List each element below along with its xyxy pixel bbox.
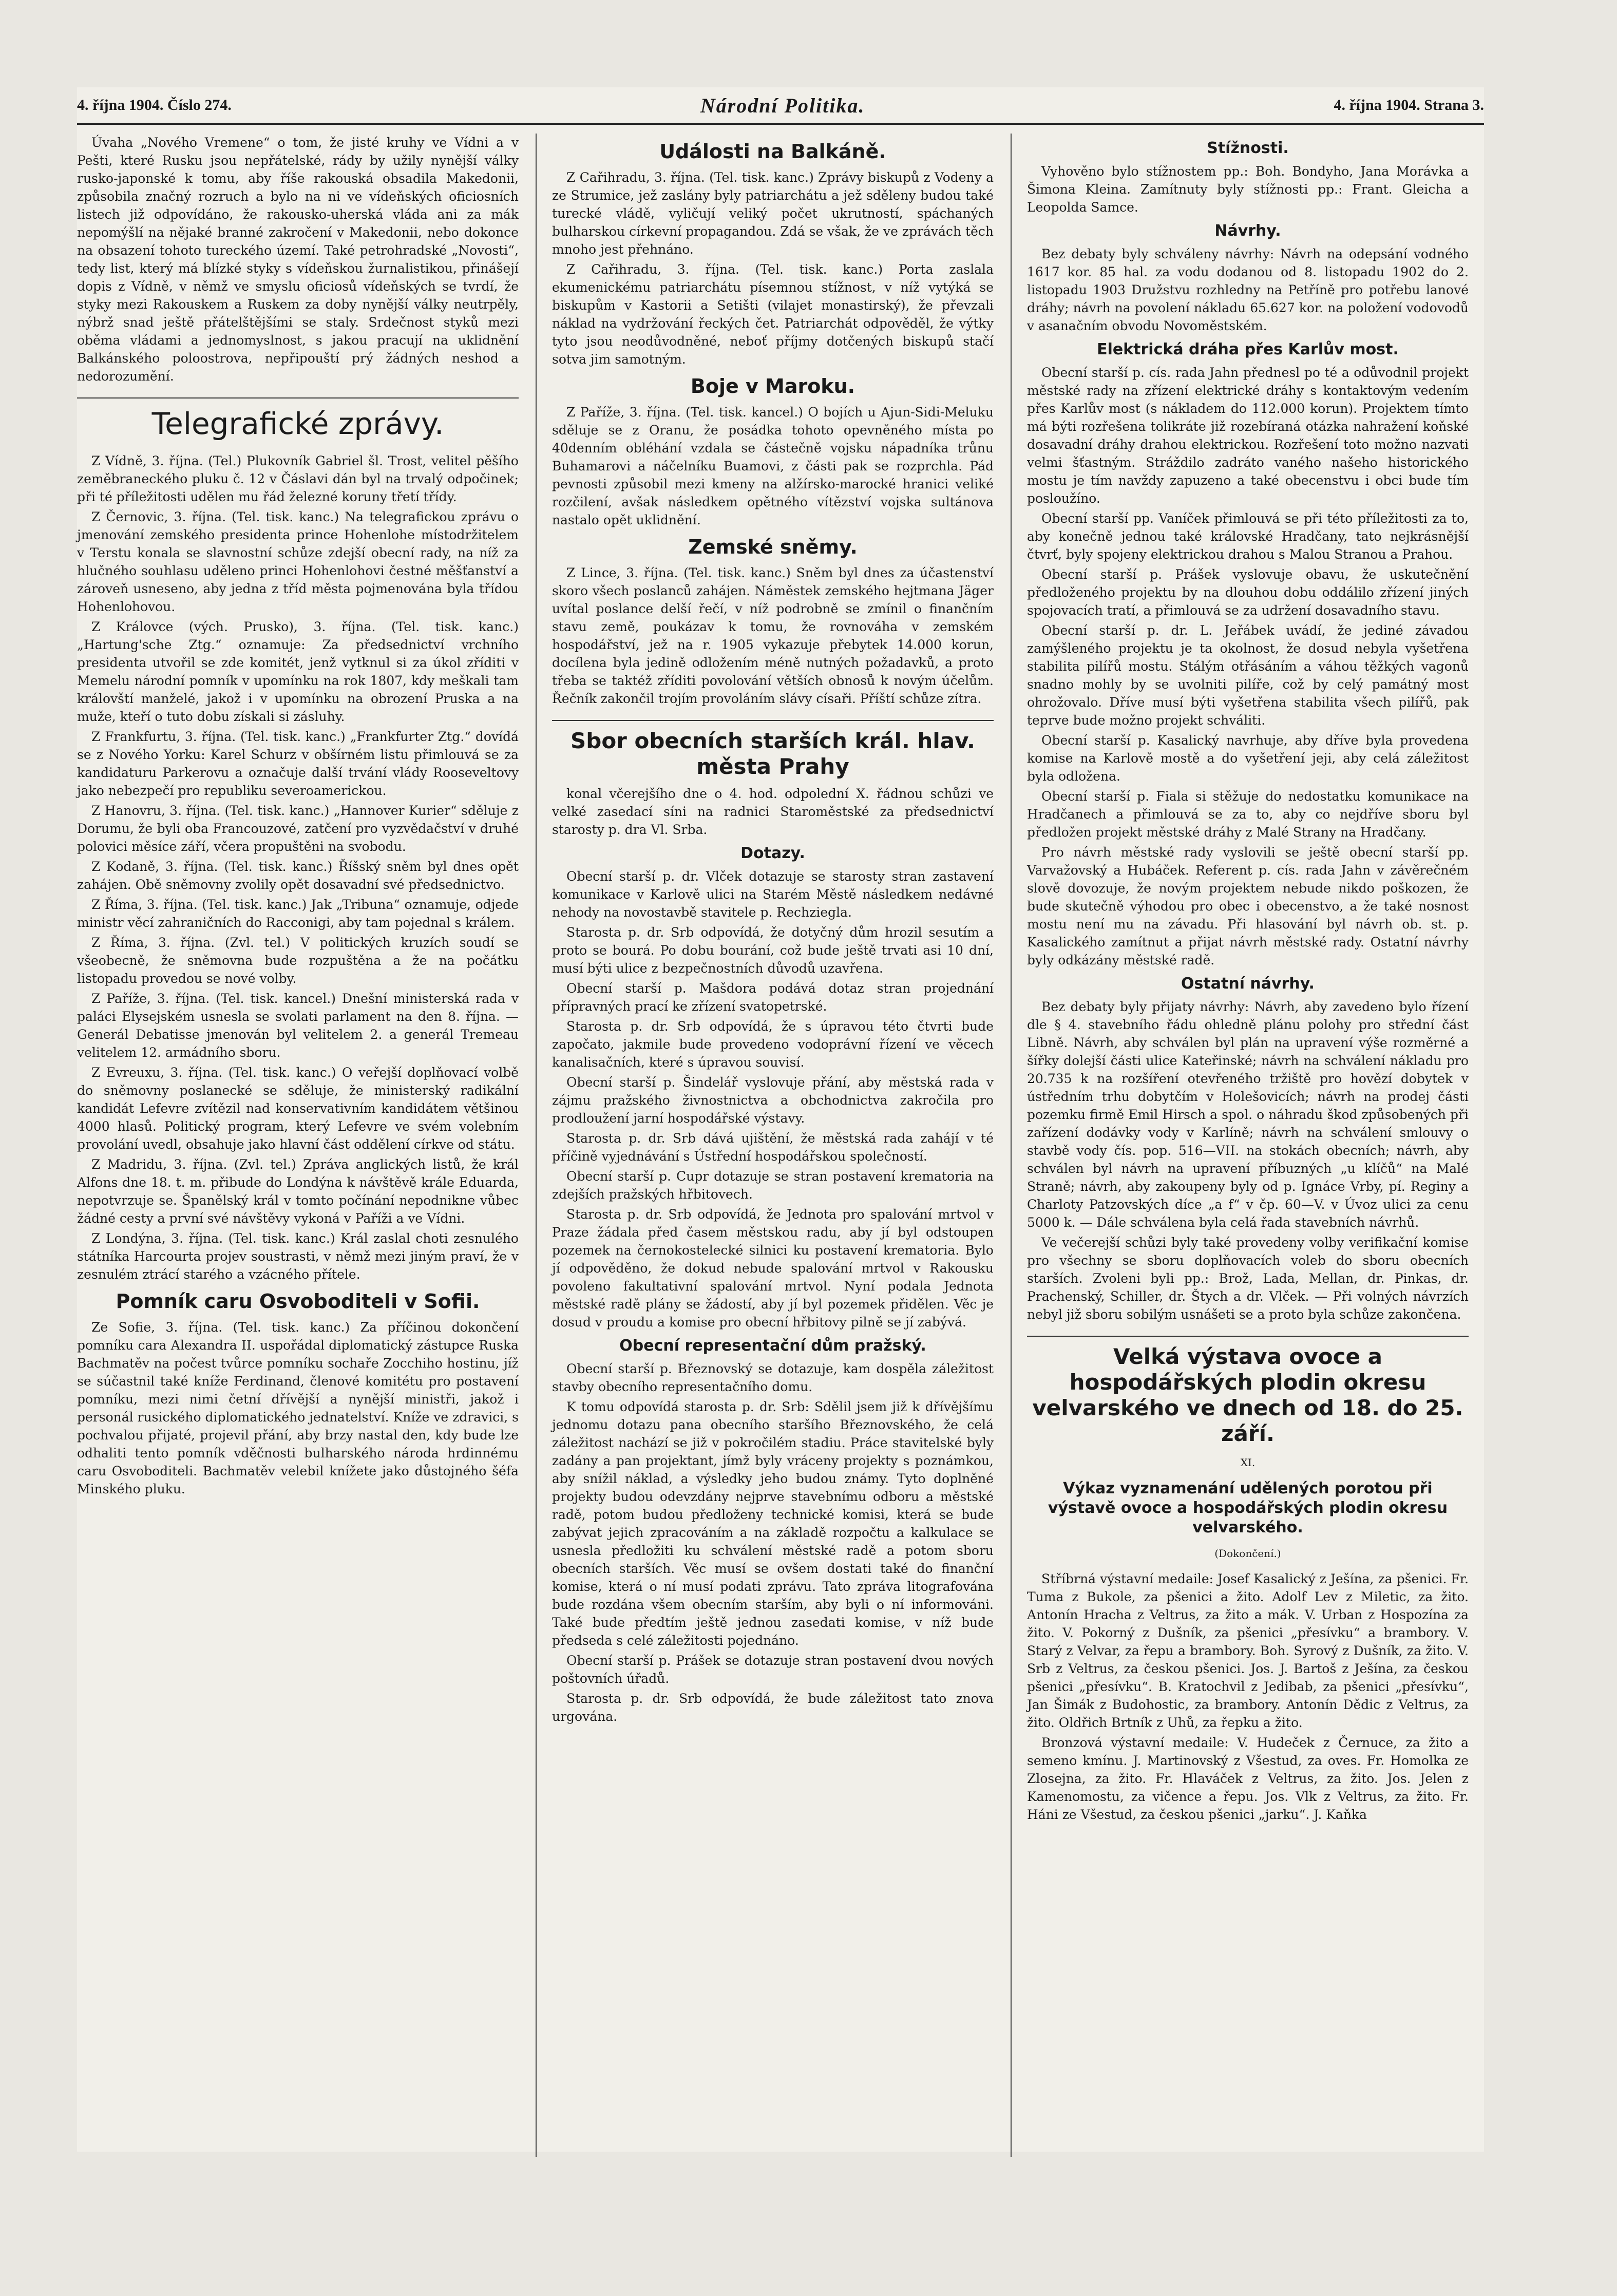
subsection-heading: Elektrická dráha přes Karlův most. <box>1097 340 1399 358</box>
article-paragraph: Z Paříže, 3. října. (Tel. tisk. kancel.) O bojích u Ajun-Sidi-Meluku sděluje se z Oranu, že posádka tohoto opevněného místa po 40denním obléhání vzdala se částečně vojsku nápadníka trůnu Buhamarovi a náčelníku Buamovi, z části pak se rozprchla. Pád pevnosti způsobil mezi kmeny na alžírsko-marocké hranici veliké rozčilení, avšak následkem opětného vítězství vojska sultánova nastalo opět uklidnění. <box>552 405 994 527</box>
section-heading: Události na Balkáně. <box>659 140 886 163</box>
subsection-heading: Výkaz vyznamenání udělených porotou při výstavě ovoce a hospodářských plodin okresu velvarského. <box>1048 1479 1448 1536</box>
section-heading: Sbor obecních starších král. hlav. města Prahy <box>570 728 975 779</box>
column-3 <box>1027 134 1469 1826</box>
article-paragraph: Z Londýna, 3. října. (Tel. tisk. kanc.) Král zaslal choti zesnulého státníka Harcourta projev soustrasti, v němž mezi jiným praví, že v zesnulém ztrácí starého a vzácného přítele. <box>77 1231 519 1282</box>
issue-date-left: 4. října 1904. Číslo 274. <box>77 97 232 113</box>
article-paragraph: Starosta p. dr. Srb odpovídá, že Jednota pro spalování mrtvol v Praze žádala před časem městskou radu, aby jí byl odstoupen pozemek na černokostelecké silnici ku postavení krematoria. Bylo jí odpověděno, že dokud nebude spalování mrtvol v Rakousku povoleno fakultativní spalování mrtvol. Nyní podala Jednota městské radě plány se žádostí, aby jí byl pozemek přidělen. Věc je dosud v proudu a komise pro obecní hřbitovy pilně se jí zabývá. <box>552 1207 994 1330</box>
column-2 <box>552 134 994 1728</box>
article-paragraph: Bronzová výstavní medaile: V. Hudeček z Černuce, za žito a semeno kmínu. J. Martinovský z Všestud, za oves. Fr. Homolka ze Zlosejna, za žito. Fr. Hlaváček z Veltrus, za žito. Jos. Jelen z Kamenomostu, za vičence a řepu. Jos. Vlk z Veltrus, za žito. Fr. Háni ze Všestud, za českou pšenici „jarku“. J. Kaňka <box>1027 1735 1469 1822</box>
article-paragraph: Obecní starší p. Prášek vyslovuje obavu, že uskutečnění předloženého projektu by na dlouhou dobu oddálilo zřízení jiných spojovacích tratí, a přimlouvá se za udržení dosavadního stavu. <box>1027 567 1469 618</box>
article-paragraph: Starosta p. dr. Srb odpovídá, že dotyčný dům hrozil sesutím a proto se bourá. Po dobu bourání, což bude ještě trvati asi 10 dní, musí býti ulice z bezpečnostních důvodů uzavřena. <box>552 925 994 976</box>
article-paragraph: Z Lince, 3. října. (Tel. tisk. kanc.) Sněm byl dnes za účastenství skoro všech poslanců zahájen. Náměstek zemského hejtmana Jäger uvítal poslance delší řečí, v níž podrobně se zmínil o finančním stavu země, poukázav k tomu, že rovnováha v zemském hospodářství, jež na r. 1905 vykazuje přebytek 14.000 korun, docílena byla jedině odložením méně nutných požadavků, a proto třeba se taktéž zříditi povolování větších obnosů k novým účelům. Řečník zakončil trojím provoláním slávy císaři. Příští schůze zítra. <box>552 565 994 706</box>
article-paragraph: Z Královce (vých. Prusko), 3. října. (Tel. tisk. kanc.) „Hartung'sche Ztg.“ oznamuje: Za předsednictví vrchního presidenta utvořil se zde komitét, jenž vytknul si za úkol zříditi v Memelu národní pomník v upomínku na rok 1807, kdy meškali tam královští manželé, jakož i v upomínku na obrození Pruska a na muže, kteří o tuto dobu získali si zásluhy. <box>77 619 519 724</box>
article-paragraph: Obecní starší p. Prášek se dotazuje stran postavení dvou nových poštovních úřadů. <box>552 1653 994 1686</box>
article-paragraph: Z Černovic, 3. října. (Tel. tisk. kanc.) Na telegrafickou zprávu o jmenování zemského presidenta prince Hohenlohe místodržitelem v Terstu konala se slavnostní schůze zdejší obecní rady, na níž za hlučného souhlasu uděleno princi Hohenlohovi čestné měšťanství a zároveň usneseno, aby jedna z tříd města pojmenována byla třídou Hohenlohovou. <box>77 509 519 614</box>
article-paragraph: Z Madridu, 3. října. (Zvl. tel.) Zpráva anglických listů, že král Alfons dne 18. t. m. přibude do Londýna k návštěvě krále Eduarda, nepotvrzuje se. Španělský král v tomto počínání nepodnikne vůbec žádné cesty a první své návštěvy vykoná v Paříži a ve Vídni. <box>77 1157 519 1226</box>
subsection-heading: Stížnosti. <box>1207 139 1289 157</box>
article-paragraph: Bez debaty byly přijaty návrhy: Návrh, aby zavedeno bylo řízení dle § 4. stavebního řádu ohledně plánu polohy pro střední část Libně. Návrh, aby schválen byl plán na upravení výše rozměrné a šířky dolejší části ulice Kateřinské; návrh na schválení nákladu pro 20.735 k na rozšíření otevřeného tržiště pro hovězí dobytek v ústředním trhu dobytčím v Holešovicích; návrh na prodej části pozemku firmě Emil Hirsch a spol. o náhradu škod způsobených při zařízení dodávky vody v Karlíně; návrh na schválení smlouvy o stavbě vody čís. pop. 516—VII. na stokách obecních; návrh, aby schválen byl návrh na upravení příbuzných „u klíčů“ na Malé Straně; návrh, aby zakoupeny byly od p. Ignáce Vrby, pí. Reginy a Charloty Patzovských díce „a f“ v čp. 60—V. v Úvoz ulici za cenu 5000 k. — Dále schválena byla celá řada stavebních návrhů. <box>1027 999 1469 1230</box>
article-paragraph: Z Frankfurtu, 3. října. (Tel. tisk. kanc.) „Frankfurter Ztg.“ dovídá se z Nového Yorku: Karel Schurz v obšírném listu přimlouvá se za kandidaturu Parkerovu a označuje další trvání vlády Rooseveltovy jako nebezpečí pro republiku severoamerickou. <box>77 729 519 798</box>
article-paragraph: Obecní starší pp. Vaníček přimlouvá se při této příležitosti za to, aby konečně jednou také královské Hradčany, tato nejkrásnější čtvrť, byly spojeny elektrickou drahou s Malou Stranou a Prahou. <box>1027 511 1469 562</box>
article-paragraph: Z Říma, 3. října. (Tel. tisk. kanc.) Jak „Tribuna“ oznamuje, odjede ministr věcí zahraničních do Racconigi, aby tam pojednal s králem. <box>77 897 519 930</box>
divider <box>77 397 519 399</box>
article-paragraph: Z Hanovru, 3. října. (Tel. tisk. kanc.) „Hannover Kurier“ sděluje z Dorumu, že byli oba Francouzové, zatčení pro vyzvědačství v druhé polovici měsíce září, včera propuštěni na svobodu. <box>77 803 519 854</box>
article-paragraph: Obecní starší p. Kasalický navrhuje, aby dříve byla provedena komise na Karlově mostě a do vyšetření jeji, aby celá záležitost byla odložena. <box>1027 733 1469 784</box>
article-paragraph: Stříbrná výstavní medaile: Josef Kasalický z Ješína, za pšenici. Fr. Tuma z Bukole, za pšenici a žito. Adolf Lev z Miletic, za žito. Antonín Hracha z Veltrus, za žito a mák. V. Urban z Hospozína za žito. V. Pokorný z Dušník, za pšenici „přesívku“ a brambory. V. Starý z Velvar, za řepu a brambory. Boh. Syrový z Dušník, za žito. V. Srb z Veltrus, za českou pšenici. Jos. J. Bartoš z Ješína, za českou pšenici „přesívku“. B. Kratochvil z Jedibab, za pšenici „přesívku“, Jan Šimák z Budohostic, za brambory. Antonín Dědic z Veltrus, za žito. Oldřich Brtník z Uhů, za řepku a žito. <box>1027 1571 1469 1730</box>
article-paragraph: Obecní starší p. Šindelář vyslovuje přání, aby městská rada v zájmu pražského živnostnictva a obchodnictva zakročila pro prodloužení jarní hospodářské výstavy. <box>552 1075 994 1126</box>
article-paragraph: Obecní starší p. cís. rada Jahn přednesl po té a odůvodnil projekt městské rady na zřízení elektrické dráhy s kontaktovým vedením přes Karlův most (s nákladem do 112.000 korun). Projektem tímto má býti rozřešena tolikráte již rozebíraná otázka nahražení koňské dosavadní dráhy drahou elektrickou. Rozřešení toto možno nazvati velmi šťastným. Stráždilo zadráto vaného našeho historického mostu je tím navždy zapuzeno a také obecenstvu i obci bude tím posloužíno. <box>1027 365 1469 506</box>
article-paragraph: Bez debaty byly schváleny návrhy: Návrh na odepsání vodného 1617 kor. 85 hal. za vodu dodanou od 8. listopadu 1902 do 2. listopadu 1903 Družstvu rozhledny na Petříně pro potřebu lanové dráhy; návrh na povolení nákladu 65.627 kor. na položení vodovodů v asanačním obvodu Novoměstském. <box>1027 246 1469 333</box>
article-paragraph: Obecní starší p. Fiala si stěžuje do nedostatku komunikace na Hradčanech a přimlouvá se za to, aby co nejdříve sboru byl předložen projekt městské dráhy z Malé Strany na Hradčany. <box>1027 789 1469 840</box>
masthead <box>77 87 1484 125</box>
article-paragraph: Z Paříže, 3. října. (Tel. tisk. kancel.) Dnešní ministerská rada v paláci Elysejském usnesla se svolati parlament na den 8. října. — Generál Debatisse jmenován byl velitelem 2. a generál Tremeau velitelem 12. armádního sboru. <box>77 991 519 1060</box>
column-divider <box>1011 134 1012 2157</box>
subsection-heading: Obecní representační dům pražský. <box>619 1337 926 1355</box>
article-paragraph: Starosta p. dr. Srb odpovídá, že bude záležitost tato znova urgována. <box>552 1691 994 1724</box>
article-paragraph: Vyhověno bylo stížnostem pp.: Boh. Bondyho, Jana Morávka a Šimona Kleina. Zamítnuty byly stížnosti pp.: Frant. Gleicha a Leopolda Samce. <box>1027 164 1469 215</box>
article-paragraph: Pro návrh městské rady vyslovili se ještě obecní starší pp. Varvažovský a Hubáček. Referent p. cís. rada Jahn v závěrečném slově dovozuje, že novým projektem nebude nikdo poškozen, že bude skutečně výhodou pro obec i obecenstvo, a že také nosnost mostu není mu na závadu. Při hlasování byl návrh ob. st. p. Kasalického zamítnut a přijat návrh městské rady. Ostatní návrhy byly odkázány městské radě. <box>1027 845 1469 967</box>
article-paragraph: Z Evreuxu, 3. října. (Tel. tisk. kanc.) O veřejší doplňovací volbě do sněmovny poslanecké se sděluje, že ministerský radikální kandidát Lefevre zvítězil nad konservativním kandidátem většinou 4000 hlasů. Politický program, který Lefevre ve svém volebním provolání uvedl, obsahuje jako hlavní část oddělení církve od státu. <box>77 1065 519 1152</box>
article-paragraph: konal včerejšího dne o 4. hod. odpolední X. řádnou schůzi ve velké zasedací síni na radnici Staroměstské za předsednictví starosty p. dra Vl. Srba. <box>552 786 994 837</box>
article-paragraph: K tomu odpovídá starosta p. dr. Srb: Sdělil jsem již k dřívějšímu jednomu dotazu pana obecního staršího Březnovského, že celá záležitost nachází se již v pokročilém stadiu. Práce stavitelské byly zadány a pan projektant, jímž byly vráceny projekty s poznámkou, aby snížil náklad, a výsledky jeho budou známy. Tyto doplněné projekty budou odevzdány nejprve stavebnímu odboru a městské radě, potom budou předloženy technické komisi, která se bude zabývat jejich zpracováním a na základě rozpočtu a kalkulace se usnesla předložiti ku schválení městské radě a potom sboru obecních starších. Věc musí se ovšem dostati také do finanční komise, která o ní musí podati zprávu. Tato zpráva litografována bude rozdána všem obecním starším, aby byli o ní informováni. Také bude předtím ještě jednou zasedati komise, v níž bude předseda s celé záležitosti pojednáno. <box>552 1399 994 1648</box>
article-paragraph: Starosta p. dr. Srb dává ujištění, že městská rada zahájí v té příčině vyjednávání s Ústřední hospodářskou společností. <box>552 1131 994 1164</box>
article-paragraph: Z Vídně, 3. října. (Tel.) Plukovník Gabriel šl. Trost, velitel pěšího zeměbraneckého pluku č. 12 v Čáslavi dán byl na trvalý odpočinek; při té příležitosti udělen mu řád železné koruny třetí třídy. <box>77 453 519 504</box>
article-paragraph: Obecní starší p. Mašdora podává dotaz stran projednání přípravných prací ke zřízení svatopetrské. <box>552 981 994 1014</box>
article-paragraph: Obecní starší p. dr. L. Jeřábek uvádí, že jediné závadou zamýšleného projektu je ta okolnost, že dosud nebyla vyšetřena stabilita pilířů mostu. Stálým otřásáním a váhou těžkých vagonů snadno mohly by se uvolniti pilíře, což by celý památný most ohrožovalo. Dříve musí býti vyšetřena stabilita všech pilířů, pak teprve bude možno projekt schváliti. <box>1027 623 1469 728</box>
article-paragraph: Obecní starší p. Cupr dotazuje se stran postavení krematoria na zdejších pražských hřbitovech. <box>552 1169 994 1202</box>
article-paragraph: Ze Sofie, 3. října. (Tel. tisk. kanc.) Za příčinou dokončení pomníku cara Alexandra II. uspořádal diplomatický zástupce Ruska Bachmatěv na počest tvůrce pomníku sochaře Zocchiho hostinu, jíž se súčastnil také kníže Ferdinand, členové komitétu pro postavení pomníku, mezi nimi četní dřívější a nynější ministři, jakož i personál rusického diplomatického jednatelství. Kníže ve zdravici, s pochvalou přijaté, projevil přání, aby brzy nastal den, kdy bude lze odhaliti tento pomník vděčnosti bulharského národa hrdinnému caru Osvoboditeli. Bachmatěv velebil knížete jako důstojného šéfa Minského pluku. <box>77 1320 519 1496</box>
article-paragraph: Obecní starší p. dr. Vlček dotazuje se starosty stran zastavení komunikace v Karlově ulici na Starém Městě následkem nedávné nehody na novostavbě stavitele p. Rechziegla. <box>552 869 994 920</box>
section-heading: Pomník caru Osvoboditeli v Sofii. <box>116 1290 480 1313</box>
continuation-note: (Dokončení.) <box>1214 1547 1281 1560</box>
column-1 <box>77 134 519 1500</box>
paper-name: Národní Politika. <box>700 93 865 117</box>
article-paragraph: Z Kodaně, 3. října. (Tel. tisk. kanc.) Říšský sněm byl dnes opět zahájen. Obě sněmovny zvolily opět dosavadní své předsednictvo. <box>77 859 519 892</box>
section-heading: Boje v Maroku. <box>690 375 855 397</box>
article-paragraph: Obecní starší p. Březnovský se dotazuje, kam dospěla záležitost stavby obecního representačního domu. <box>552 1361 994 1394</box>
section-heading: Telegrafické zprávy. <box>151 406 444 441</box>
subsection-heading: Ostatní návrhy. <box>1181 975 1315 993</box>
subsection-heading: Návrhy. <box>1214 222 1281 240</box>
part-number: XI. <box>1240 1456 1255 1469</box>
issue-date-right: 4. října 1904. Strana 3. <box>1334 97 1484 113</box>
divider <box>552 720 994 721</box>
section-heading: Zemské sněmy. <box>688 536 858 558</box>
column-divider <box>536 134 537 2157</box>
newspaper-page <box>77 87 1484 2152</box>
article-paragraph: Z Cařihradu, 3. října. (Tel. tisk. kanc.) Zprávy biskupů z Vodeny a ze Strumice, jež zaslány byly patriarchátu a jež sděleny budou také turecké vládě, vyličují veliký počet ukrutností, spáchaných bulharskou církevní propagandou. Zdá se však, že ve zprávách těch mnoho jest přehnáno. <box>552 170 994 257</box>
section-heading: Velká výstava ovoce a hospodářských plodin okresu velvarského ve dnech od 18. do 25. září. <box>1032 1344 1463 1446</box>
article-paragraph: Z Cařihradu, 3. října. (Tel. tisk. kanc.) Porta zaslala ekumenickému patriarchátu písemnou stížnost, v níž vytýká se biskupům v Kastorii a Setišti (vilajet monastirský), že převzali náklad na vydržování řeckých čet. Patriarchát odpověděl, že výtky tyto jsou neodůvodněné, neboť příjmy dotčených biskupů stačí sotva jim samotným. <box>552 262 994 367</box>
article-paragraph: Z Říma, 3. října. (Zvl. tel.) V politických kruzích soudí se všeobecně, že sněmovna bude rozpuštěna a že na počátku listopadu provedou se nové volby. <box>77 935 519 986</box>
subsection-heading: Dotazy. <box>740 844 805 862</box>
article-paragraph: Starosta p. dr. Srb odpovídá, že s úpravou této čtvrti bude započato, jakmile bude provedeno vodoprávní řízení ve věcech kanalisačních, které s úpravou souvisí. <box>552 1019 994 1070</box>
article-paragraph: Úvaha „Nového Vremene“ o tom, že jisté kruhy ve Vídni a v Pešti, které Rusku jsou nepřátelské, rády by užily nynější války rusko-japonské k tomu, aby říše rakouská obsadila Makedonii, způsobila značný rozruch a bylo na ni ve vídeňských oficiosních listech již odpovídáno, že rakousko-uherská vláda ani za mák nepomýšlí na nějaké branné zakročení v Makedonii, nebo dokonce na obsazení tohoto tureckého území. Také petrohradské „Novosti“, tedy list, který má blízké styky s vídeňskou žurnalistikou, přinášejí dopis z Vídně, v němž ve smyslu oficiosů vídeňských se tvrdí, že styky mezi Rakouskem a Ruskem za doby nynější války neutrpěly, nýbrž snad ještě přátelštějšími se staly. Srdečnost styků mezi oběma vládami a jednomyslnost, s jakou pracují na uklidnění Balkánského poloostrova, nepřipouští prý žádných neshod a nedorozumění. <box>77 135 519 384</box>
article-paragraph: Ve večerejší schůzi byly také provedeny volby verifikační komise pro všechny se sboru doplňovacích voleb do sboru obecních starších. Zvoleni byli pp.: Brož, Lada, Mellan, dr. Pinkas, dr. Prachenský, Schiller, dr. Štych a dr. Vlček. — Při volných návrzích nebyl již sboru sobilým usnášeti se a proto byla schůze zakončena. <box>1027 1235 1469 1322</box>
divider <box>1027 1336 1469 1337</box>
